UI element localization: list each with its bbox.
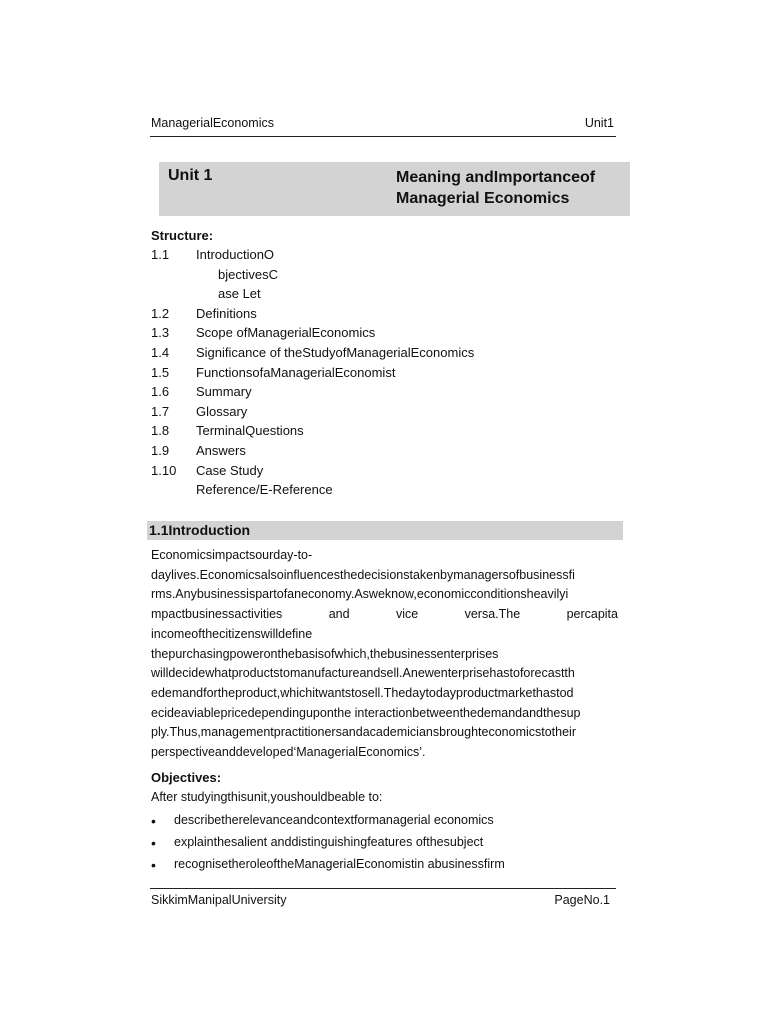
paragraph-line: edemandfortheproduct,whichitwantstosell.Thedaytodayproductmarkethastod [151, 685, 574, 700]
paragraph-word: mpactbusinessactivities [151, 607, 283, 622]
unit-title [396, 167, 595, 209]
bullet-icon: • [151, 857, 156, 873]
footer-university: SikkimManipalUniversity [151, 893, 287, 907]
objectives-intro: After studyingthisunit,youshouldbeable to: [151, 790, 383, 804]
header-course-title: ManagerialEconomics [151, 116, 274, 130]
paragraph-word: percapita [566, 607, 618, 622]
structure-item-number: 1.6 [151, 384, 170, 400]
page-footer [150, 888, 616, 909]
structure-item-text: IntroductionO [196, 247, 275, 262]
structure-item-text: FunctionsofaManagerialEconomist [196, 364, 396, 380]
structure-item-text: Answers [196, 443, 246, 458]
unit-title-box [159, 162, 630, 216]
footer-page-number: PageNo.1 [554, 893, 610, 907]
structure-item-text: Summary [196, 384, 252, 400]
paragraph-line: ecideaviablepricedependinguponthe interactionbetweenthedemandandthesup [151, 705, 581, 720]
unit-title-line-2: Managerial Economics [396, 190, 570, 207]
unit-title-line-1: Meaning andImportanceof [396, 169, 596, 186]
paragraph-line: daylives.Economicsalsoinfluencesthedecisionstakenbymanagersofbusinessfi [151, 567, 575, 582]
paragraph-line: perspectiveanddeveloped‘ManagerialEconomics’. [151, 745, 426, 760]
structure-heading: Structure: [151, 228, 214, 243]
structure-item-text: Case Study [196, 462, 264, 478]
introduction-paragraph [151, 546, 618, 763]
structure-item-number: 1.2 [151, 305, 170, 321]
introduction-heading-bar [147, 521, 623, 540]
header-unit-label: Unit1 [584, 116, 614, 130]
structure-item-text: Significance of theStudyofManagerialEconomics [196, 345, 475, 360]
unit-number: Unit 1 [168, 167, 213, 184]
structure-item-text: bjectivesC [218, 266, 278, 282]
structure-item-text: TerminalQuestions [196, 423, 304, 439]
structure-item-number: 1.7 [151, 403, 170, 419]
paragraph-line: incomeofthecitizenswilldefine [151, 626, 313, 641]
structure-item-number: 1.9 [151, 443, 170, 458]
structure-item-number: 1.8 [151, 423, 170, 439]
introduction-heading: 1.1Introduction [149, 522, 251, 538]
objective-text: explainthesalient anddistinguishingfeatures ofthesubject [174, 835, 484, 849]
paragraph-line-justified [151, 605, 618, 625]
structure-item-text: Scope ofManagerialEconomics [196, 325, 376, 341]
objective-text: describetherelevanceandcontextformanagerial economics [174, 813, 494, 827]
structure-item-number: 1.4 [151, 345, 170, 360]
structure-item-number: 1.10 [151, 462, 177, 478]
paragraph-word: versa.The [464, 607, 521, 622]
paragraph-line: Economicsimpactsourday-to- [151, 548, 313, 562]
paragraph-word: vice [395, 607, 419, 622]
structure-item-number: 1.3 [151, 325, 170, 341]
paragraph-word: and [328, 607, 350, 622]
structure-item-text: ase Let [218, 286, 261, 302]
structure-item-number: 1.1 [151, 247, 170, 262]
paragraph-line: ply.Thus,managementpractitionersandacademiciansbroughteconomicstotheir [151, 725, 576, 740]
paragraph-line: willdecidewhatproductstomanufactureandsell.Anewenterprisehastoforecastth [151, 666, 575, 681]
structure-item-text: Reference/E-Reference [196, 482, 333, 498]
bullet-icon: • [151, 813, 156, 829]
structure-item-text: Glossary [196, 403, 248, 419]
page-header [150, 116, 616, 137]
objectives-heading: Objectives: [151, 770, 222, 785]
paragraph-line: thepurchasingpoweronthebasisofwhich,thebusinessenterprises [151, 646, 499, 661]
bullet-icon: • [151, 835, 156, 851]
objective-text: recognisetheroleoftheManagerialEconomistin abusinessfirm [174, 857, 505, 871]
structure-item-text: Definitions [196, 305, 257, 321]
paragraph-line: rms.Anybusinessispartofaneconomy.Asweknow,economicconditionsheavilyi [151, 587, 569, 602]
structure-item-number: 1.5 [151, 364, 170, 380]
